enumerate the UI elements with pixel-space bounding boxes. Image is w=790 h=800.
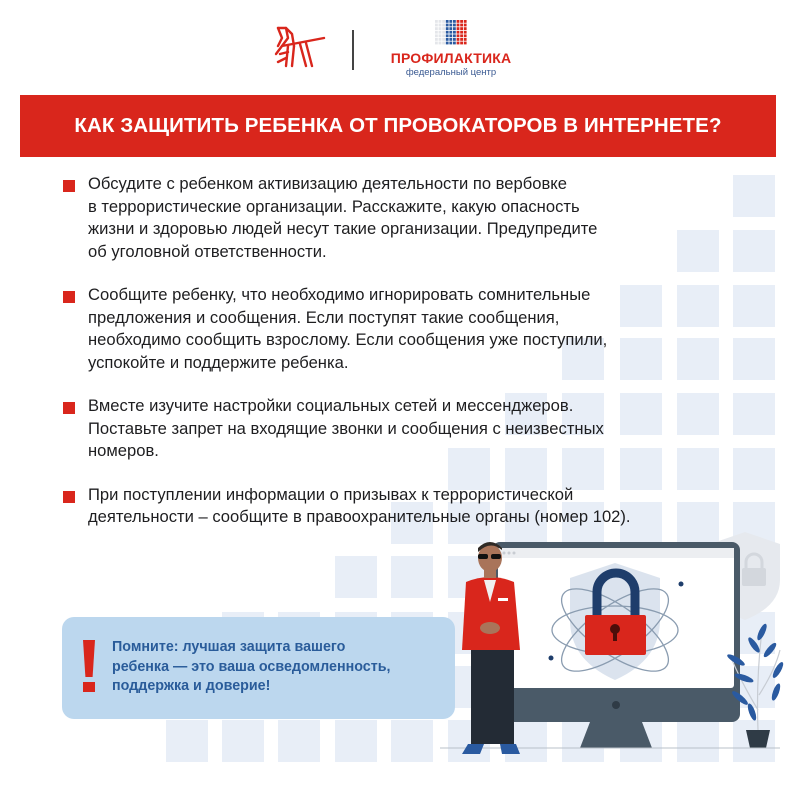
flag-dot xyxy=(435,38,438,41)
flag-dot xyxy=(446,31,449,34)
background-square xyxy=(391,556,433,598)
reminder-callout xyxy=(62,617,455,719)
flag-dot xyxy=(446,20,449,23)
tip-text: Сообщите ребенку, что необходимо игнорировать сомнительные предложения и сообщения. Если поступят такие сообщения, необходимо сообщить взрослому. Если сообщения уже поступили, успокойте и поддержите ребенка. xyxy=(88,285,608,372)
flag-dot xyxy=(457,24,460,27)
flag-dot xyxy=(439,34,442,37)
list-item xyxy=(63,484,753,529)
list-item xyxy=(63,173,753,263)
flag-dot xyxy=(442,24,445,27)
flag-dot xyxy=(439,42,442,45)
flag-dot xyxy=(442,42,445,45)
flag-dot xyxy=(460,38,463,41)
flag-dot xyxy=(460,24,463,27)
flag-dot xyxy=(460,31,463,34)
flag-dot xyxy=(464,20,467,23)
flag-dot xyxy=(442,31,445,34)
background-square xyxy=(222,720,264,762)
flag-dot xyxy=(435,24,438,27)
flag-dot xyxy=(446,34,449,37)
flag-dot xyxy=(439,38,442,41)
flag-dot xyxy=(457,20,460,23)
flag-dot xyxy=(446,38,449,41)
square-bullet-icon xyxy=(63,491,75,503)
flag-dot xyxy=(439,27,442,30)
horse-logo-icon xyxy=(272,24,328,70)
flag-dot xyxy=(449,34,452,37)
flag-dot-grid-icon xyxy=(434,19,468,46)
list-item xyxy=(63,284,753,374)
security-illustration xyxy=(440,520,790,760)
flag-dot xyxy=(435,27,438,30)
flag-dot xyxy=(442,34,445,37)
flag-dot xyxy=(439,31,442,34)
flag-dot xyxy=(464,24,467,27)
flag-dot xyxy=(453,34,456,37)
flag-dot xyxy=(439,24,442,27)
logo-title: ПРОФИЛАКТИКА xyxy=(390,50,512,66)
flag-dot xyxy=(464,31,467,34)
flag-dot xyxy=(453,24,456,27)
flag-dot xyxy=(435,34,438,37)
flag-dot xyxy=(442,38,445,41)
tip-text: Вместе изучите настройки социальных сетей и мессенджеров. Поставьте запрет на входящие звонки и сообщения с неизвестных номеров. xyxy=(88,396,604,460)
flag-dot xyxy=(453,27,456,30)
flag-dot xyxy=(464,27,467,30)
flag-dot xyxy=(449,42,452,45)
list-item xyxy=(63,395,753,463)
background-square xyxy=(335,720,377,762)
flag-dot xyxy=(460,34,463,37)
flag-dot xyxy=(449,38,452,41)
flag-dot xyxy=(435,20,438,23)
flag-dot xyxy=(439,20,442,23)
background-square xyxy=(166,720,208,762)
flag-dot xyxy=(464,34,467,37)
flag-dot xyxy=(460,42,463,45)
page-title: КАК ЗАЩИТИТЬ РЕБЕНКА ОТ ПРОВОКАТОРОВ В ИНТЕРНЕТЕ? xyxy=(74,114,722,137)
flag-dot xyxy=(457,27,460,30)
tips-list xyxy=(63,173,753,550)
tip-text: Обсудите с ребенком активизацию деятельности по вербовке в террористические организации. Расскажите, какую опасность жизни и здоровью людей несут такие организации. Предупредите об уголовной ответственности. xyxy=(88,174,598,261)
flag-dot xyxy=(442,27,445,30)
flag-dot xyxy=(453,20,456,23)
square-bullet-icon xyxy=(63,180,75,192)
flag-dot xyxy=(442,20,445,23)
background-square xyxy=(335,556,377,598)
title-banner xyxy=(20,95,776,157)
tip-text: При поступлении информации о призывах к террористической деятельности – сообщите в правоохранительные органы (номер 102). xyxy=(88,484,631,526)
logo-divider xyxy=(352,30,354,70)
flag-dot xyxy=(449,20,452,23)
flag-dot xyxy=(457,42,460,45)
logo-subtitle: федеральный центр xyxy=(405,67,497,78)
square-bullet-icon xyxy=(63,291,75,303)
exclamation-icon xyxy=(82,640,96,693)
flag-dot xyxy=(435,31,438,34)
flag-dot xyxy=(457,34,460,37)
flag-dot xyxy=(457,38,460,41)
header xyxy=(0,0,790,92)
flag-dot xyxy=(449,24,452,27)
flag-dot xyxy=(453,38,456,41)
flag-dot xyxy=(449,31,452,34)
flag-dot xyxy=(446,27,449,30)
security-illustration-svg xyxy=(440,520,790,760)
background-square xyxy=(391,720,433,762)
flag-dot xyxy=(457,31,460,34)
flag-dot xyxy=(460,20,463,23)
flag-dot xyxy=(435,42,438,45)
flag-dot xyxy=(464,42,467,45)
flag-dot xyxy=(464,38,467,41)
flag-dot xyxy=(446,24,449,27)
flag-dot xyxy=(460,27,463,30)
flag-dot xyxy=(449,27,452,30)
flag-dot xyxy=(446,42,449,45)
background-square xyxy=(278,720,320,762)
flag-dot xyxy=(453,31,456,34)
reminder-text: Помните: лучшая защита вашего ребенка — это ваша осведомленность, поддержка и доверие! xyxy=(112,639,391,694)
square-bullet-icon xyxy=(63,402,75,414)
flag-dot xyxy=(453,42,456,45)
